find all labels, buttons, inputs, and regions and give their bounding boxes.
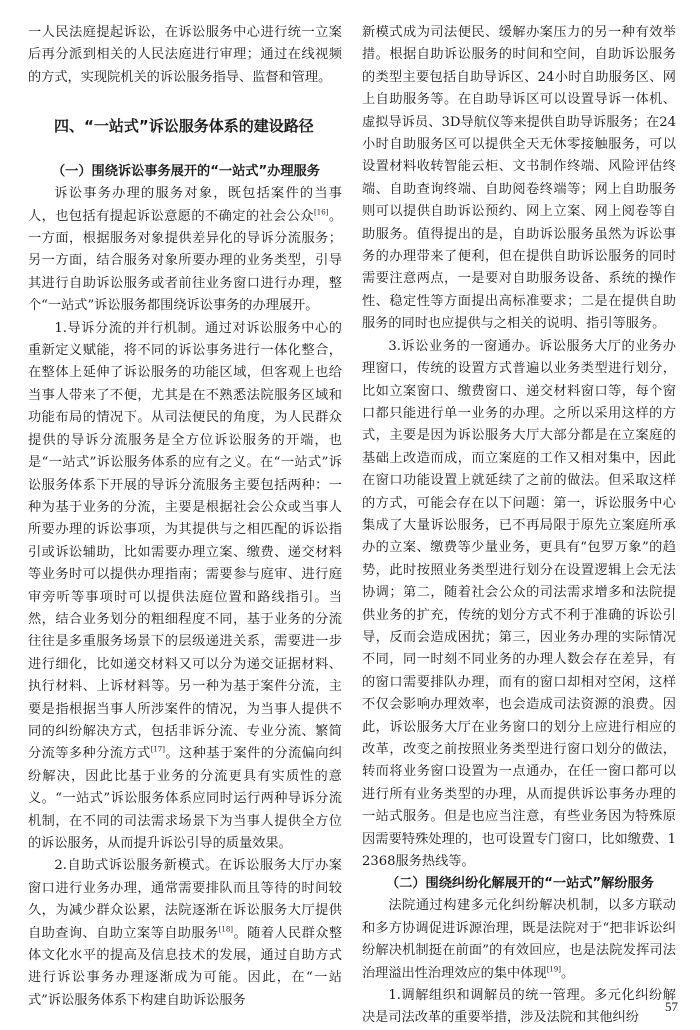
body-paragraph: [28, 855, 342, 1012]
text-run: 。随着人民群众整体文化水平的提高及信息技术的发展，通过自助方式进行诉讼事务办理逐渐成为可能。因此，在“一站式”诉讼服务体系下构建自助诉讼服务: [28, 925, 343, 1008]
footnote-ref-18[interactable]: [18]: [218, 925, 234, 934]
text-run: 诉讼事务办理的服务对象，既包括案件的当事人，也包括有提起诉讼意愿的不确定的社会公众: [28, 186, 342, 224]
continued-paragraph: 新模式成为司法便民、缓解办案压力的另一种有效举措。根据自助诉讼服务的时间和空间，自助诉讼服务的类型主要包括自助导诉区、24小时自助服务区、网上自助服务等。在自助导诉区可以设置导诉一体机、虚拟导诉员、3D导航仪等来提供自助导诉服务；在24小时自助服务区可以提供全天无休零接触服务，可以设置材料收转智能云柜、文书制作终端、风险评估终端、自助查询终端、自助阅卷终端等；网上自助服务则可以提供自助诉讼预约、网上立案、网上阅卷等自助服务。值得提出的是，自助诉讼服务虽然为诉讼事务的办理带来了便利，但在提供自助诉讼服务的同时需要注意两点，一是要对自助服务设备、系统的操作性、稳定性等方面提出高标准要求；二是在提供自助服务的同时也应提供与之相关的说明、指引等服务。: [362, 25, 676, 332]
intro-paragraph: 一人民法庭提起诉讼，在诉讼服务中心进行统一立案后再分派到相关的人民法庭进行审理；通过在线视频的方式，实现院机关的诉讼服务指导、监督和管理。: [28, 25, 342, 85]
subsection-heading-2: （二）围绕纠纷化解展开的“一站式”解纷服务: [386, 876, 654, 892]
footnote-ref-19[interactable]: [19]: [546, 965, 561, 974]
body-paragraph: 1.调解组织和调解员的统一管理。多元化纠纷解决是司法改革的重要举措，涉及法院和其他纠纷: [362, 988, 676, 1026]
text-run: 法院通过构建多元化纠纷解决机制，以多方联动和多方协调促进诉源治理，既是法院对于“把非诉讼纠纷解决机制挺在前面”的有效回应，也是法院发挥司法治理溢出性治理效应的集中体现: [362, 898, 676, 981]
text-run: 。这种基于案件的分流偏向纠纷解决，因此比基于业务的分流更具有实质性的意义。“一站式”诉讼服务体系应同时运行两种导诉分流机制，在不同的司法需求场景下为当事人提供全方位的诉讼服务，从而提升诉讼引导的质量效果。: [28, 746, 343, 851]
text-run: 。: [561, 965, 575, 981]
body-paragraph: [362, 895, 676, 985]
text-run: 2.自助式诉讼服务新模式。在诉讼服务大厅办案窗口进行业务办理，通常需要排队而且等待的时间较久，为减少群众讼累，法院逐渐在诉讼服务大厅提供自助查询、自助立案等自助服务: [28, 858, 342, 941]
body-paragraph: [28, 318, 342, 856]
body-paragraph: [28, 183, 342, 317]
text-run: 1.导诉分流的并行机制。通过对诉讼服务中心的重新定义赋能，将不同的诉讼事务进行一体化整合，在整体上延伸了诉讼服务的功能区域，但客观上也给当事人带来了不便，尤其是在不熟悉法院服务区域和功能布局的情况下。从司法便民的角度，为人民群众提供的导诉分流服务是全方位诉讼服务的开端，也是“一站式”诉讼服务体系的应有之义。在“一站式”诉讼服务体系下开展的导诉分流服务主要包括两种：一种为基于业务的分流，主要是根据社会公众或当事人所要办理的诉讼事项，为其提供与之相匹配的诉讼指引或诉讼辅助，比如需要办理立案、缴费、递交材料等业务时可以提供办理指南；需要参与庭审、进行庭审旁听等事项时可以提供法庭位置和路线指引。当然，结合业务划分的粗细程度不同，基于业务的分流往往是多重服务场景下的层级递进关系，需要进一步进行细化，比如递交材料又可以分为递交证据材料、执行材料、上诉材料等。另一种为基于案件分流，主要是指根据当事人所涉案件的情况，为当事人提供不同的纠纷解决方式，包括非诉分流、专业分流、繁简分流等多种分流方式: [28, 320, 342, 762]
right-column: [362, 22, 676, 1030]
text-run: 。一方面，根据服务对象提供差异化的导诉分流服务；另一方面，结合服务对象所要办理的业务类型，引导其进行自助诉讼服务或者前往业务窗口进行办理，整个“一站式”诉讼服务都围绕诉讼事务的办理展开。: [28, 208, 343, 314]
footnote-ref-17[interactable]: [17]: [150, 745, 165, 754]
body-paragraph: 3.诉讼业务的一窗通办。诉讼服务大厅的业务办理窗口，传统的设置方式普遍以业务类型进行划分，比如立案窗口、缴费窗口、递交材料窗口等，每个窗口都只能进行单一业务的办理。之所以采用这样的方式，主要是因为诉讼服务大厅大部分都是在立案庭的基础上改造而成，而立案庭的工作又相对集中，因此在窗口功能设置上就延续了之前的做法。但采取这样的方式，可能会存在以下问题：第一，诉讼服务中心集成了大量诉讼服务，已不再局限于原先立案庭所承办的立案、缴费等少量业务，更具有“包罗万象”的趋势，此时按照业务类型进行划分在设置逻辑上会无法协调；第二，随着社会公众的司法需求增多和法院提供业务的扩充，传统的划分方式不利于准确的诉讼引导，反而会造成困扰；第三，因业务办理的实际情况不同，同一时刻不同业务的办理人数会存在差异，有的窗口需要排队办理，而有的窗口却相对空闲，这样不仅会影响办理效率，也会造成司法资源的浪费。因此，诉讼服务大厅在业务窗口的划分上应进行相应的改革，改变之前按照业务类型进行窗口划分的做法，转而将业务窗口设置为一点通办，在任一窗口都可以进行所有业务类型的办理，从而提供诉讼事务办理的一站式服务。但是也应当注意，有些业务因为特殊原因需要特殊处理的，也可设置专门窗口，比如缴费、12368服务热线等。: [362, 338, 676, 870]
left-column: [28, 22, 342, 1012]
section-heading: 四、“一站式”诉讼服务体系的建设路径: [54, 117, 314, 136]
footnote-ref-16[interactable]: [16]: [314, 208, 329, 217]
page-number: 57: [665, 999, 678, 1014]
subsection-heading-1: （一）围绕诉讼事务展开的“一站式”办理服务: [52, 164, 320, 180]
